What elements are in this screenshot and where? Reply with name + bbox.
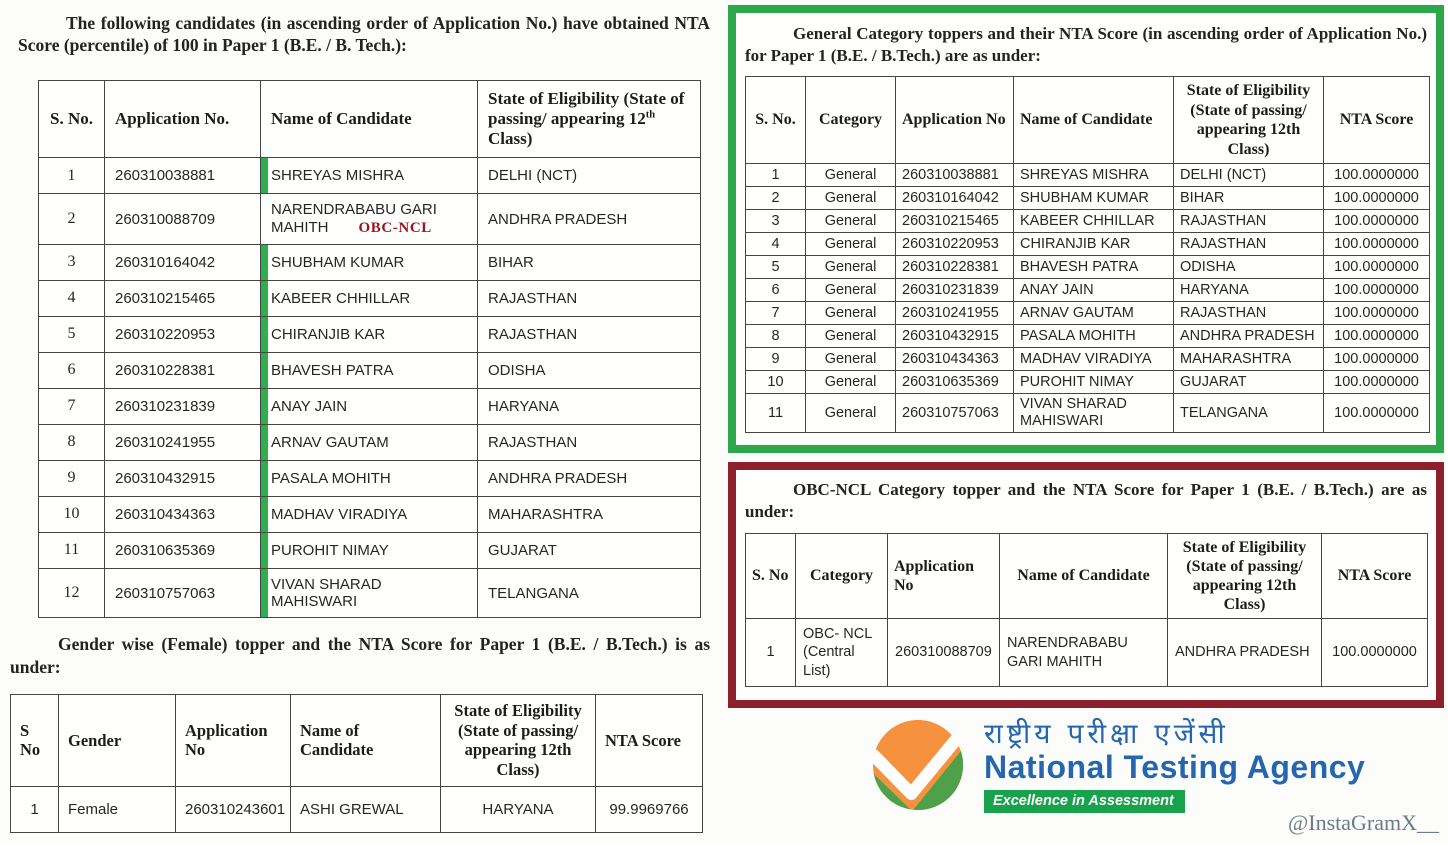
- table-cell: 7: [39, 388, 105, 424]
- column-header-state: [478, 81, 701, 158]
- table-cell: PASALA MOHITH: [261, 460, 478, 496]
- table-cell: 6: [746, 279, 806, 302]
- table-cell: 4: [39, 280, 105, 316]
- table-row: [746, 325, 1430, 348]
- table-cell: BIHAR: [478, 244, 701, 280]
- nta-logo: [870, 717, 1444, 814]
- table-cell: ANAY JAIN: [1014, 279, 1174, 302]
- obc-ncl-annotation: OBC-NCL: [358, 219, 432, 236]
- table-cell: 260310231839: [105, 388, 261, 424]
- column-header-category: Category: [796, 533, 888, 619]
- table-cell: RAJASTHAN: [478, 316, 701, 352]
- state-header-suffix: Class): [488, 129, 533, 149]
- table-cell: DELHI (NCT): [478, 158, 701, 194]
- nta-logo-icon: [870, 717, 966, 813]
- table-cell: HARYANA: [478, 388, 701, 424]
- table-cell: 8: [39, 424, 105, 460]
- table-cell: ARNAV GAUTAM: [1014, 302, 1174, 325]
- table-cell: 260310088709: [105, 194, 261, 245]
- right-column: [728, 5, 1444, 813]
- table-row: [746, 210, 1430, 233]
- table-cell: 100.0000000: [1324, 210, 1430, 233]
- table-cell: 260310231839: [896, 279, 1014, 302]
- table-cell: OBC- NCL (Central List): [796, 619, 888, 686]
- table-cell: 2: [39, 194, 105, 245]
- table-cell: ASHI GREWAL: [291, 787, 441, 833]
- table-cell: 5: [746, 256, 806, 279]
- table-cell: NARENDRABABU GARI MAHITH: [1000, 619, 1168, 686]
- column-header-gender: Gender: [59, 694, 176, 786]
- table-row: [746, 371, 1430, 394]
- table-cell: ANDHRA PRADESH: [478, 194, 701, 245]
- column-header-state: State of Eligibility (State of passing/ appearing 12th Class): [1168, 533, 1322, 619]
- table-cell: 11: [746, 394, 806, 433]
- table-cell: SHREYAS MISHRA: [261, 158, 478, 194]
- table-row: [39, 194, 701, 245]
- table-cell: RAJASTHAN: [478, 424, 701, 460]
- table-row: [746, 187, 1430, 210]
- table-row: [11, 787, 703, 833]
- table-cell: RAJASTHAN: [478, 280, 701, 316]
- table-cell: General: [806, 210, 896, 233]
- table-cell: SHUBHAM KUMAR: [1014, 187, 1174, 210]
- table-cell: CHIRANJIB KAR: [1014, 233, 1174, 256]
- table-cell: 100.0000000: [1324, 348, 1430, 371]
- table-cell: 100.0000000: [1324, 371, 1430, 394]
- column-header-name: Name of Candidate: [1014, 77, 1174, 164]
- table-cell: 100.0000000: [1324, 256, 1430, 279]
- table-cell: ANDHRA PRADESH: [1174, 325, 1324, 348]
- table-cell: MAHARASHTRA: [1174, 348, 1324, 371]
- table-cell: 260310220953: [105, 316, 261, 352]
- table-cell: 260310432915: [896, 325, 1014, 348]
- table-cell: 100.0000000: [1324, 187, 1430, 210]
- table-cell: CHIRANJIB KAR: [261, 316, 478, 352]
- table-cell: 3: [39, 244, 105, 280]
- table-row: [39, 532, 701, 568]
- table-cell: General: [806, 164, 896, 187]
- column-header-nta-score: NTA Score: [596, 694, 703, 786]
- table-row: [39, 316, 701, 352]
- column-header-name: Name of Candidate: [291, 694, 441, 786]
- table-row: [746, 619, 1428, 686]
- table-cell: 260310164042: [896, 187, 1014, 210]
- table-cell: SHREYAS MISHRA: [1014, 164, 1174, 187]
- table-cell: 260310228381: [896, 256, 1014, 279]
- table-cell: ANDHRA PRADESH: [478, 460, 701, 496]
- table-cell: General: [806, 348, 896, 371]
- column-header-state: State of Eligibility (State of passing/ appearing 12th Class): [441, 694, 596, 786]
- table-cell: 1: [746, 164, 806, 187]
- general-category-box: [728, 5, 1444, 453]
- column-header-name: Name of Candidate: [261, 81, 478, 158]
- table-row: [39, 158, 701, 194]
- table-header-row: [746, 77, 1430, 164]
- table-row: [39, 352, 701, 388]
- table-row: [746, 348, 1430, 371]
- table-cell: KABEER CHHILLAR: [261, 280, 478, 316]
- table-cell: RAJASTHAN: [1174, 302, 1324, 325]
- table-cell: BHAVESH PATRA: [1014, 256, 1174, 279]
- table-cell: VIVAN SHARAD MAHISWARI: [261, 568, 478, 618]
- column-header-nta-score: NTA Score: [1322, 533, 1428, 619]
- table-cell: DELHI (NCT): [1174, 164, 1324, 187]
- table-cell: VIVAN SHARAD MAHISWARI: [1014, 394, 1174, 433]
- female-topper-intro-text: Gender wise (Female) topper and the NTA Score for Paper 1 (B.E. / B.Tech.) is as under:: [10, 634, 710, 677]
- table-header-row: [746, 533, 1428, 619]
- table-cell: 260310228381: [105, 352, 261, 388]
- table-row: [39, 388, 701, 424]
- table-cell: General: [806, 302, 896, 325]
- table-row: [746, 394, 1430, 433]
- paper1-table-body: [39, 158, 701, 618]
- table-cell: 260310635369: [896, 371, 1014, 394]
- table-cell: General: [806, 394, 896, 433]
- table-cell: ODISHA: [478, 352, 701, 388]
- column-header-sno: S. No.: [39, 81, 105, 158]
- table-cell: General: [806, 279, 896, 302]
- table-cell: SHUBHAM KUMAR: [261, 244, 478, 280]
- column-header-application-no: Application No: [176, 694, 291, 786]
- table-cell: 260310215465: [105, 280, 261, 316]
- table-cell: 6: [39, 352, 105, 388]
- table-cell: 100.0000000: [1324, 302, 1430, 325]
- table-cell: 1: [746, 619, 796, 686]
- table-row: [746, 256, 1430, 279]
- table-cell: 260310241955: [105, 424, 261, 460]
- table-row: [39, 280, 701, 316]
- table-row: [39, 460, 701, 496]
- table-cell: MADHAV VIRADIYA: [1014, 348, 1174, 371]
- table-cell: 260310432915: [105, 460, 261, 496]
- table-cell: ARNAV GAUTAM: [261, 424, 478, 460]
- table-cell: 260310757063: [896, 394, 1014, 433]
- table-cell: 8: [746, 325, 806, 348]
- table-cell: KABEER CHHILLAR: [1014, 210, 1174, 233]
- table-row: [39, 568, 701, 618]
- table-cell: 4: [746, 233, 806, 256]
- table-row: [39, 244, 701, 280]
- nta-tagline-badge: Excellence in Assessment: [984, 790, 1185, 813]
- table-cell: 260310038881: [896, 164, 1014, 187]
- column-header-application-no: Application No: [888, 533, 1000, 619]
- nta-hindi-title: राष्ट्रीय परीक्षा एजेंसी: [984, 716, 1229, 750]
- table-cell: RAJASTHAN: [1174, 210, 1324, 233]
- table-cell: 100.0000000: [1322, 619, 1428, 686]
- table-cell: 10: [746, 371, 806, 394]
- table-row: [746, 164, 1430, 187]
- table-cell: 260310635369: [105, 532, 261, 568]
- table-cell: NARENDRABABU GARI MAHITH OBC-NCL: [261, 194, 478, 245]
- table-cell: General: [806, 256, 896, 279]
- table-cell: MAHARASHTRA: [478, 496, 701, 532]
- table-cell: 1: [39, 158, 105, 194]
- table-cell: ANDHRA PRADESH: [1168, 619, 1322, 686]
- state-header-text: State of Eligibility (State of passing/ appearing 12: [488, 89, 685, 129]
- table-header-row: [11, 694, 703, 786]
- table-cell: 260310434363: [105, 496, 261, 532]
- table-cell: 100.0000000: [1324, 325, 1430, 348]
- paper1-intro-text: The following candidates (in ascending order of Application No.) have obtained NTA Score (percentile) of 100 in Paper 1 (B.E. / B. Tech.):: [18, 13, 710, 56]
- table-cell: General: [806, 233, 896, 256]
- table-cell: 260310243601: [176, 787, 291, 833]
- table-cell: 100.0000000: [1324, 164, 1430, 187]
- table-cell: 9: [746, 348, 806, 371]
- column-header-sno: S. No.: [746, 77, 806, 164]
- table-cell: 10: [39, 496, 105, 532]
- table-cell: MADHAV VIRADIYA: [261, 496, 478, 532]
- table-cell: General: [806, 325, 896, 348]
- table-row: [746, 233, 1430, 256]
- table-cell: PASALA MOHITH: [1014, 325, 1174, 348]
- column-header-state: State of Eligibility (State of passing/ appearing 12th Class): [1174, 77, 1324, 164]
- table-row: [746, 279, 1430, 302]
- table-cell: 12: [39, 568, 105, 618]
- column-header-sno: S No: [11, 694, 59, 786]
- nta-english-title: National Testing Agency: [984, 748, 1366, 785]
- table-cell: Female: [59, 787, 176, 833]
- table-cell: 99.9969766: [596, 787, 703, 833]
- female-topper-table: [10, 694, 703, 833]
- general-table-body: [746, 164, 1430, 433]
- table-cell: RAJASTHAN: [1174, 233, 1324, 256]
- column-header-sno: S. No: [746, 533, 796, 619]
- table-cell: BHAVESH PATRA: [261, 352, 478, 388]
- watermark: @InstaGramX__: [1287, 810, 1439, 835]
- table-cell: 1: [11, 787, 59, 833]
- table-cell: BIHAR: [1174, 187, 1324, 210]
- general-category-intro-text: General Category toppers and their NTA Score (in ascending order of Application No.) for Paper 1 (B.E. / B.Tech.) are as under:: [745, 24, 1427, 65]
- paper1-toppers-table: [38, 80, 701, 618]
- table-cell: 260310164042: [105, 244, 261, 280]
- table-cell: TELANGANA: [1174, 394, 1324, 433]
- table-cell: 100.0000000: [1324, 394, 1430, 433]
- table-cell: 11: [39, 532, 105, 568]
- table-row: [39, 424, 701, 460]
- table-row: [39, 496, 701, 532]
- column-header-application-no: Application No.: [105, 81, 261, 158]
- table-cell: 260310215465: [896, 210, 1014, 233]
- table-header-row: [39, 81, 701, 158]
- table-row: [746, 302, 1430, 325]
- table-cell: 3: [746, 210, 806, 233]
- state-header-superscript: th: [645, 109, 656, 121]
- general-toppers-table: [745, 76, 1430, 433]
- table-cell: General: [806, 187, 896, 210]
- female-table-body: [11, 787, 703, 833]
- table-cell: 260310434363: [896, 348, 1014, 371]
- obc-ncl-intro-text: OBC-NCL Category topper and the NTA Score for Paper 1 (B.E. / B.Tech.) are as under:: [745, 480, 1427, 522]
- table-cell: 5: [39, 316, 105, 352]
- left-column: [10, 12, 712, 833]
- table-cell: General: [806, 371, 896, 394]
- table-cell: 9: [39, 460, 105, 496]
- table-cell: HARYANA: [1174, 279, 1324, 302]
- nta-logo-text: [984, 717, 1365, 814]
- table-cell: 260310220953: [896, 233, 1014, 256]
- column-header-nta-score: NTA Score: [1324, 77, 1430, 164]
- table-cell: TELANGANA: [478, 568, 701, 618]
- table-cell: GUJARAT: [1174, 371, 1324, 394]
- table-cell: 100.0000000: [1324, 233, 1430, 256]
- column-header-category: Category: [806, 77, 896, 164]
- table-cell: PUROHIT NIMAY: [261, 532, 478, 568]
- table-cell: 260310757063: [105, 568, 261, 618]
- table-cell: 7: [746, 302, 806, 325]
- table-cell: HARYANA: [441, 787, 596, 833]
- table-cell: PUROHIT NIMAY: [1014, 371, 1174, 394]
- table-cell: 260310038881: [105, 158, 261, 194]
- table-cell: ODISHA: [1174, 256, 1324, 279]
- table-cell: 100.0000000: [1324, 279, 1430, 302]
- column-header-name: Name of Candidate: [1000, 533, 1168, 619]
- obc-ncl-box: [728, 462, 1444, 707]
- table-cell: GUJARAT: [478, 532, 701, 568]
- obc-topper-table: [745, 533, 1428, 687]
- table-cell: 260310241955: [896, 302, 1014, 325]
- table-cell: ANAY JAIN: [261, 388, 478, 424]
- table-cell: 260310088709: [888, 619, 1000, 686]
- table-cell: 2: [746, 187, 806, 210]
- obc-table-body: [746, 619, 1428, 686]
- column-header-application-no: Application No: [896, 77, 1014, 164]
